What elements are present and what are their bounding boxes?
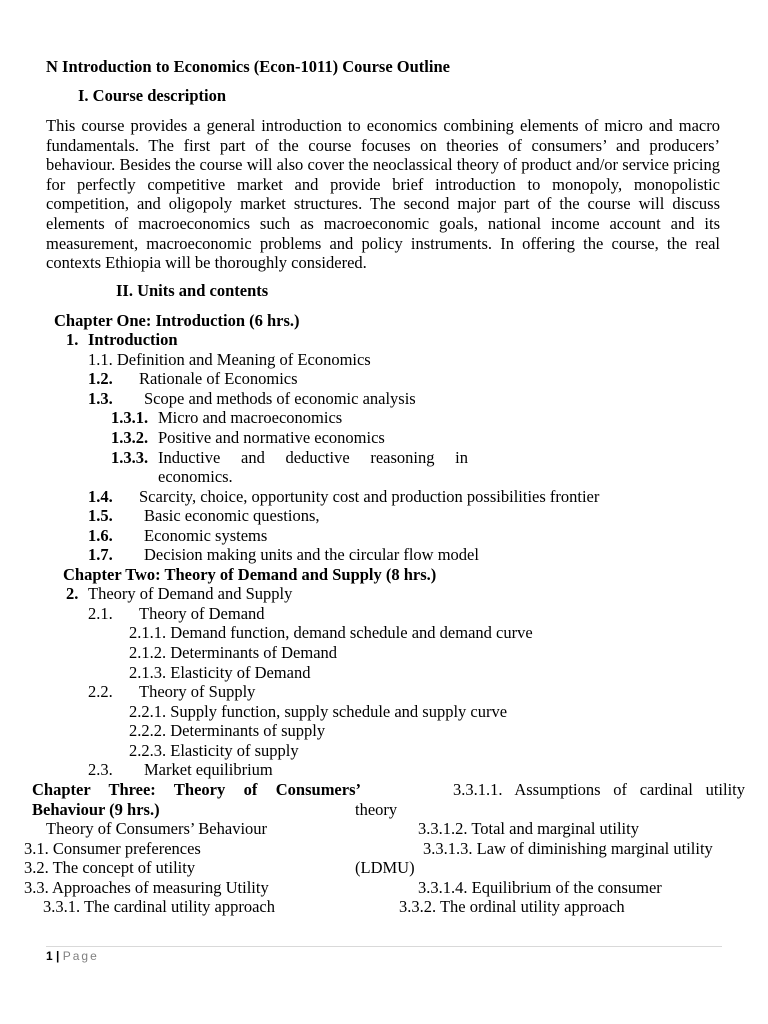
unit-2-title: Theory of Demand and Supply — [88, 584, 293, 603]
item-1-3-3-title-cont: economics. — [158, 467, 233, 486]
document-title: N Introduction to Economics (Econ-1011) Course Outline — [46, 57, 450, 76]
section-heading-units-contents: II. Units and contents — [116, 281, 269, 300]
item-1-7-title: Decision making units and the circular flow model — [144, 545, 479, 564]
item-2-1-1: 2.1.1. Demand function, demand schedule and demand curve — [129, 623, 533, 642]
item-1-5-title: Basic economic questions, — [144, 506, 320, 525]
item-2-2-number: 2.2. — [88, 682, 113, 701]
item-2-3-title: Market equilibrium — [144, 760, 273, 779]
unit-3-title: Theory of Consumers’ Behaviour — [46, 819, 268, 838]
item-1-3-1-number: 1.3.1. — [111, 408, 149, 427]
item-3-3-1-1-cont: theory — [355, 800, 398, 819]
chapter-two-heading: Chapter Two: Theory of Demand and Supply (8 hrs.) — [63, 565, 437, 584]
item-2-1-3: 2.1.3. Elasticity of Demand — [129, 663, 311, 682]
item-3-3-1: 3.3.1. The cardinal utility approach — [43, 897, 275, 916]
footer-separator: | — [56, 949, 60, 963]
section-heading-course-description: I. Course description — [78, 86, 227, 105]
item-1-4-number: 1.4. — [88, 487, 113, 506]
item-1-5-number: 1.5. — [88, 506, 113, 525]
item-3-3-2: 3.3.2. The ordinal utility approach — [399, 897, 625, 916]
item-3-3: 3.3. Approaches of measuring Utility — [24, 878, 269, 897]
item-1-6-number: 1.6. — [88, 526, 113, 545]
chapter-three-heading: Chapter Three: Theory of Consumers’ — [32, 780, 361, 799]
item-2-1-2: 2.1.2. Determinants of Demand — [129, 643, 338, 662]
chapter-three-heading-cont: Behaviour (9 hrs.) — [32, 800, 160, 819]
page-number: 1 — [46, 949, 53, 963]
item-3-3-1-4: 3.3.1.4. Equilibrium of the consumer — [418, 878, 662, 897]
item-2-2-3: 2.2.3. Elasticity of supply — [129, 741, 299, 760]
unit-2-number: 2. — [66, 584, 79, 603]
item-2-1-number: 2.1. — [88, 604, 113, 623]
item-1-1: 1.1. Definition and Meaning of Economics — [88, 350, 371, 369]
item-2-2-2: 2.2.2. Determinants of supply — [129, 721, 326, 740]
page-label: Page — [62, 949, 99, 963]
item-1-3-3-title: Inductive and deductive reasoning in — [158, 448, 468, 467]
item-1-6-title: Economic systems — [144, 526, 268, 545]
item-1-3-2-title: Positive and normative economics — [158, 428, 385, 447]
page-footer — [46, 947, 99, 965]
item-3-1: 3.1. Consumer preferences — [24, 839, 201, 858]
item-3-3-1-3: 3.3.1.3. Law of diminishing marginal utility — [423, 839, 713, 858]
item-2-1-title: Theory of Demand — [139, 604, 265, 623]
item-1-3-number: 1.3. — [88, 389, 113, 408]
item-1-3-2-number: 1.3.2. — [111, 428, 149, 447]
item-2-3-number: 2.3. — [88, 760, 113, 779]
item-2-2-1: 2.2.1. Supply function, supply schedule and supply curve — [129, 702, 508, 721]
item-1-7-number: 1.7. — [88, 545, 113, 564]
course-description-paragraph: This course provides a general introduction to economics combining elements of micro and macro fundamentals. The first part of the course focuses on theories of consumers’ and producers’ behaviour. Besides the course will also cover the neoclassical theory of product and/or service pricing for perfectly competitive market and provide brief introduction to monopoly, monopolistic competition, and oligopoly market structures. The second major part of the course will discuss elements of macroeconomics such as macroeconomic goals, national income account and its measurement, macroeconomic problems and policy instruments. In offering the course, the real contexts Ethiopia will be thoroughly considered. — [46, 116, 720, 273]
item-1-2-title: Rationale of Economics — [139, 369, 298, 388]
item-3-2: 3.2. The concept of utility — [24, 858, 196, 877]
item-1-4-title: Scarcity, choice, opportunity cost and production possibilities frontier — [139, 487, 600, 506]
item-2-2-title: Theory of Supply — [139, 682, 256, 701]
item-3-3-1-3-cont: (LDMU) — [355, 858, 415, 877]
item-1-3-3-number: 1.3.3. — [111, 448, 149, 467]
footer-divider — [46, 946, 722, 947]
unit-1-title: Introduction — [88, 330, 178, 349]
item-3-3-1-2: 3.3.1.2. Total and marginal utility — [418, 819, 639, 838]
item-1-3-1-title: Micro and macroeconomics — [158, 408, 343, 427]
item-1-3-title: Scope and methods of economic analysis — [144, 389, 416, 408]
unit-1-number: 1. — [66, 330, 79, 349]
item-3-3-1-1: 3.3.1.1. Assumptions of cardinal utility — [453, 780, 745, 799]
chapter-one-heading: Chapter One: Introduction (6 hrs.) — [54, 311, 300, 330]
item-1-2-number: 1.2. — [88, 369, 113, 388]
